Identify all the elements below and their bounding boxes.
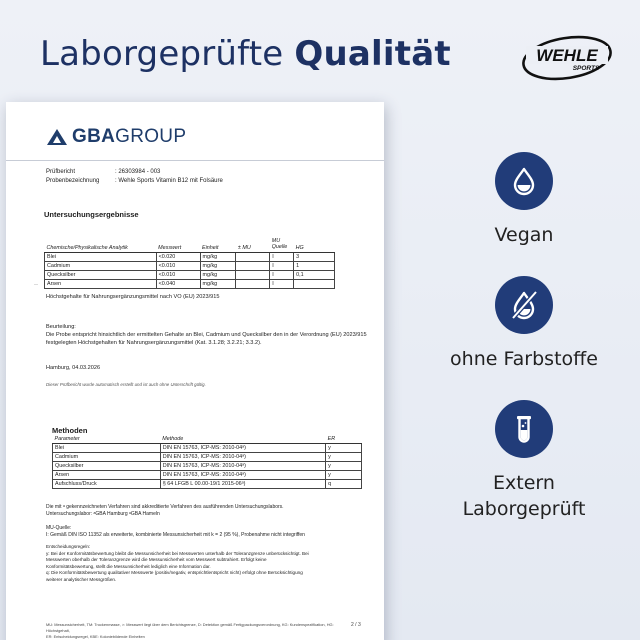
place-date: Hamburg, 04.03.2026 bbox=[46, 365, 101, 371]
wehle-logo-icon bbox=[520, 33, 614, 83]
no-dye-drop-icon bbox=[507, 288, 541, 322]
table-row: Cadmium DIN EN 15763, ICP-MS: 2010-04ᵃ) y bbox=[53, 452, 362, 461]
feature-label: Extern Laborgeprüft bbox=[462, 472, 586, 520]
table-row: Arsen DIN EN 15763, ICP-MS: 2010-04ᵃ) y bbox=[53, 470, 362, 479]
gba-triangle-icon bbox=[46, 128, 68, 146]
page-number: 2 / 3 bbox=[351, 622, 361, 628]
methods-title: Methoden bbox=[52, 426, 88, 435]
table-row: Arsen <0.040 mg/kg I bbox=[45, 279, 335, 288]
header-divider bbox=[6, 160, 384, 161]
gba-wordmark: GBAGROUP bbox=[72, 126, 187, 147]
lab-badge bbox=[495, 400, 553, 458]
feature-label: Vegan bbox=[494, 224, 554, 246]
brand-logo bbox=[520, 33, 614, 83]
table-row: Quecksilber DIN EN 15763, ICP-MS: 2010-04ᵃ) y bbox=[53, 461, 362, 470]
table-row: Cadmium <0.010 mg/kg I 1 bbox=[45, 261, 335, 270]
title-bold: Qualität bbox=[294, 34, 451, 74]
table-row: Quecksilber <0.010 mg/kg I 0,1 bbox=[45, 270, 335, 279]
brand-name: WEHLE bbox=[536, 46, 598, 65]
lab-report-document bbox=[6, 102, 384, 640]
page-title bbox=[40, 34, 451, 74]
report-meta: Prüfbericht : 26303984 - 003 Probenbezeichnung : Wehle Sports Vitamin B12 mit Folsäure bbox=[46, 169, 223, 184]
limit-note: Höchstgehalte für Nahrungsergänzungsmittel nach VO (EU) 2023/915 bbox=[46, 294, 220, 300]
feature-no-dyes bbox=[436, 276, 612, 372]
row-marker: — bbox=[34, 281, 38, 286]
accreditation-note: Die mit ᵃ gekennzeichneten Verfahren sind akkreditierte Verfahren des ausführenden Untersuchungslabors. Untersuchungslabor: ᵃGBA Hamburg ᵃGBA Hameln bbox=[46, 504, 284, 517]
results-table: Chemische/Physikalische Analytik Messwert Einheit ± MU MU Quelle HG Blei <0.020 mg/kg I 3 Cadmium <0.010 mg/kg I 1 Quecksilber <0.010 mg/kg I 0,1 Arsen <0.040 mg/kg I bbox=[44, 238, 335, 289]
mu-source: MU-Quelle: I: Gemäß DIN ISO 11352 als erweiterte, kombinierte Messunsicherheit mit k = 2 (95 %), Probenahme nicht integriffen bbox=[46, 525, 305, 538]
assessment-title: Beurteilung: bbox=[46, 324, 76, 330]
gba-logo bbox=[46, 126, 186, 148]
results-title: Untersuchungsergebnisse bbox=[44, 210, 139, 219]
table-row: Blei DIN EN 15763, ICP-MS: 2010-04ᵃ) y bbox=[53, 443, 362, 452]
assessment-text: Die Probe entspricht hinsichtlich der ermittelten Gehalte an Blei, Cadmium und Quecksilber den in der Verordnung (EU) 2023/915 festgelegten Höchstgehalten für Nahrungsergänzungsmittel (Kat. 3.1.28; 3.2.21; 3.3.2). bbox=[46, 332, 367, 346]
no-dye-badge bbox=[495, 276, 553, 334]
table-row: Aufschluss/Druck § 64 LFGB L 00.00-19/1 2015-06ᵃ) q bbox=[53, 479, 362, 488]
methods-table: Parameter Methode ER Blei DIN EN 15763, ICP-MS: 2010-04ᵃ) y Cadmium DIN EN 15763, ICP-MS: 2010-04ᵃ) y Quecksilber DIN EN 15763, ICP-MS: 2010-04ᵃ) y Arsen DIN EN 15763, ICP-MS: 2010-04ᵃ) y Aufschluss/Druck § 64 LFGB L 00.00-19/1 2015-06ᵃ) q bbox=[52, 435, 362, 489]
auto-note: Dieser Prüfbericht wurde automatisch erstellt und ist auch ohne Unterschrift gültig. bbox=[46, 382, 206, 387]
brand-sub: SPORTS bbox=[572, 65, 600, 72]
vegan-badge bbox=[495, 152, 553, 210]
feature-lab-tested bbox=[436, 400, 612, 522]
decision-rules: Entscheidungsregeln: y: Bei der Konformitätsbewertung bleibt die Messunsicherheit bei Messwerten unterhalb der Toleranzgrenze unberücksichtigt. Bei Messwerten oberhalb der Toleranzgrenze wird die Messunsicherheit vom Messwert subtrahiert. Erfolgt keine Konformitätsbewertung, stellt die Messunsicherheit lediglich eine Information dar. q: Die Konformitätsbewertung qualitativer Messwerte (positiv/negativ, entsprichtlentspricht nicht) erfolgt ohne Berücksichtigung weiterer analytischer Messgrößen. bbox=[46, 544, 309, 582]
title-regular: Laborgeprüfte bbox=[40, 34, 295, 74]
water-drop-icon bbox=[509, 166, 539, 196]
feature-label: ohne Farbstoffe bbox=[450, 348, 598, 370]
document-footer: MU: Messunsicherheit, TM: Trockenmasse, >: Messwert liegt über dem Berichtsgrenze, D: Detektion gemäß Fertigpackungsverordnung, KG: Kundenspezifikation, HG: Höchstgehalt, ER: Entscheidungsregel, KBE: Koloniebildende Einheiten bbox=[46, 622, 334, 639]
feature-vegan bbox=[436, 152, 612, 248]
test-tube-icon bbox=[509, 413, 539, 445]
table-row: Blei <0.020 mg/kg I 3 bbox=[45, 252, 335, 261]
